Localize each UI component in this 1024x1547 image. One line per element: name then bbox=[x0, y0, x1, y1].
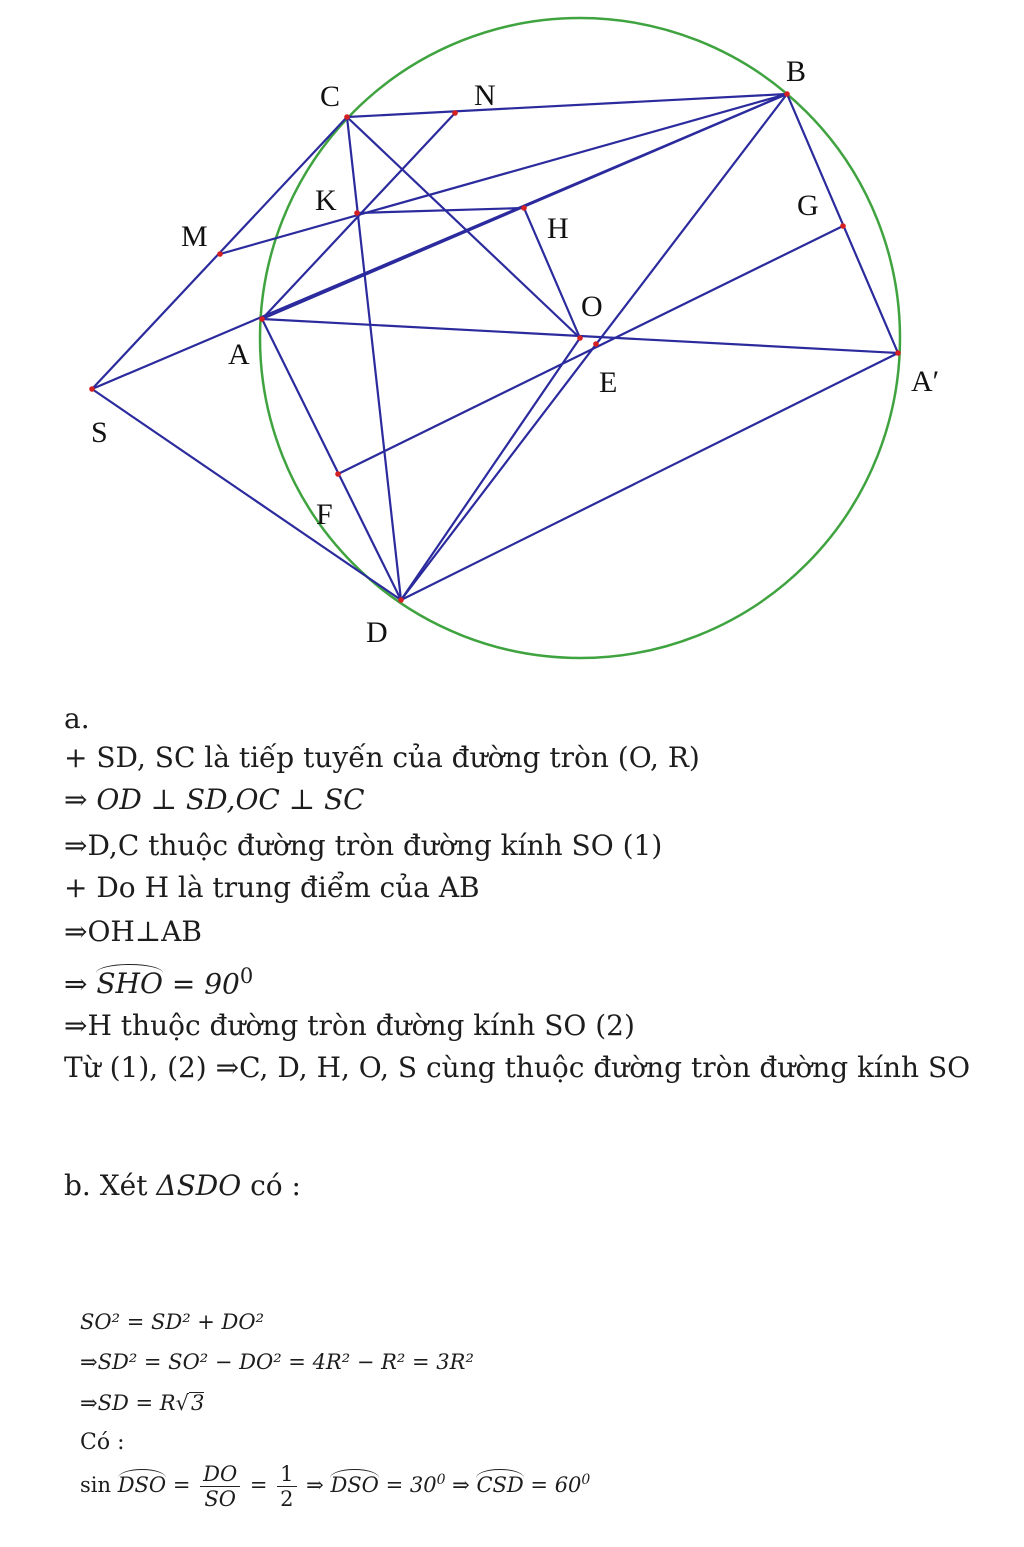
part-a-heading: a. bbox=[64, 702, 90, 735]
fraction-numerator: 1 bbox=[277, 1462, 296, 1487]
part-a-line-2 bbox=[64, 783, 365, 816]
part-a-line-1: + SD, SC là tiếp tuyến của đường tròn (O, R) bbox=[64, 741, 700, 774]
part-a-line-7: ⇒H thuộc đường tròn đường kính SO (2) bbox=[64, 1009, 635, 1042]
degree-mark: 0 bbox=[436, 1472, 446, 1489]
label-k: K bbox=[315, 184, 337, 217]
part-b-heading bbox=[64, 1169, 301, 1202]
label-d: D bbox=[366, 616, 388, 649]
label-o: O bbox=[581, 290, 603, 323]
label-b: B bbox=[786, 55, 807, 88]
part-b-heading-tail: có : bbox=[241, 1169, 301, 1202]
triangle-sdo: ΔSDO bbox=[156, 1169, 242, 1202]
label-a: A bbox=[228, 338, 250, 371]
part-a-line-5: ⇒OH⊥AB bbox=[64, 915, 202, 948]
angle-dso: DSO bbox=[117, 1473, 167, 1498]
label-e: E bbox=[599, 366, 618, 399]
part-a-conclusion: Từ (1), (2) ⇒C, D, H, O, S cùng thuộc đường tròn đường kính SO bbox=[64, 1051, 971, 1084]
part-b-heading-text: b. Xét bbox=[64, 1169, 157, 1202]
label-c: C bbox=[320, 80, 341, 113]
degree-mark: 0 bbox=[239, 964, 254, 988]
label-h: H bbox=[547, 212, 569, 245]
fraction-one-half bbox=[277, 1462, 296, 1511]
geometry-figure bbox=[0, 0, 1024, 680]
part-a-line-6 bbox=[64, 964, 254, 1001]
equation-1: SO² = SD² + DO² bbox=[80, 1310, 265, 1334]
arrow: ⇒ bbox=[299, 1473, 331, 1498]
arrow: ⇒ bbox=[64, 783, 88, 816]
angle-sho: SHO bbox=[96, 967, 163, 1001]
part-a-line-4: + Do H là trung điểm của AB bbox=[64, 871, 480, 904]
fraction-denominator: SO bbox=[204, 1487, 236, 1512]
label-n: N bbox=[474, 79, 496, 112]
sd-equals: ⇒SD = R bbox=[80, 1391, 176, 1415]
equation-5 bbox=[80, 1462, 590, 1511]
arrow: ⇒ bbox=[64, 967, 88, 1001]
sin-label: sin bbox=[80, 1473, 118, 1498]
fraction-numerator: DO bbox=[200, 1462, 240, 1487]
radical-sign: √ bbox=[175, 1391, 189, 1415]
label-f: F bbox=[316, 498, 333, 531]
degree-mark: 0 bbox=[581, 1472, 591, 1489]
angle-value-60: = 60 bbox=[523, 1473, 582, 1498]
angle-dso-2: DSO bbox=[330, 1473, 379, 1498]
label-a-prime: A′ bbox=[911, 365, 940, 398]
angle-value-30: = 30 bbox=[378, 1473, 437, 1498]
label-s: S bbox=[91, 416, 108, 449]
co-label: Có : bbox=[80, 1430, 125, 1455]
fraction-do-so bbox=[200, 1462, 240, 1511]
part-a-line-3: ⇒D,C thuộc đường tròn đường kính SO (1) bbox=[64, 829, 663, 862]
fraction-denominator: 2 bbox=[280, 1487, 294, 1512]
equals: = bbox=[243, 1473, 275, 1498]
equation-2: ⇒SD² = SO² − DO² = 4R² − R² = 3R² bbox=[80, 1350, 474, 1374]
construction-lines bbox=[92, 94, 898, 600]
radicand: 3 bbox=[190, 1391, 205, 1415]
equation-3 bbox=[80, 1392, 204, 1414]
arrow: ⇒ bbox=[445, 1473, 477, 1498]
perpendicular-statement: OD ⊥ SD,OC ⊥ SC bbox=[96, 783, 365, 816]
equals: = bbox=[166, 1473, 198, 1498]
angle-value: = 90 bbox=[162, 967, 240, 1001]
label-m: M bbox=[181, 220, 208, 253]
angle-csd: CSD bbox=[476, 1473, 524, 1498]
label-g: G bbox=[797, 189, 819, 222]
